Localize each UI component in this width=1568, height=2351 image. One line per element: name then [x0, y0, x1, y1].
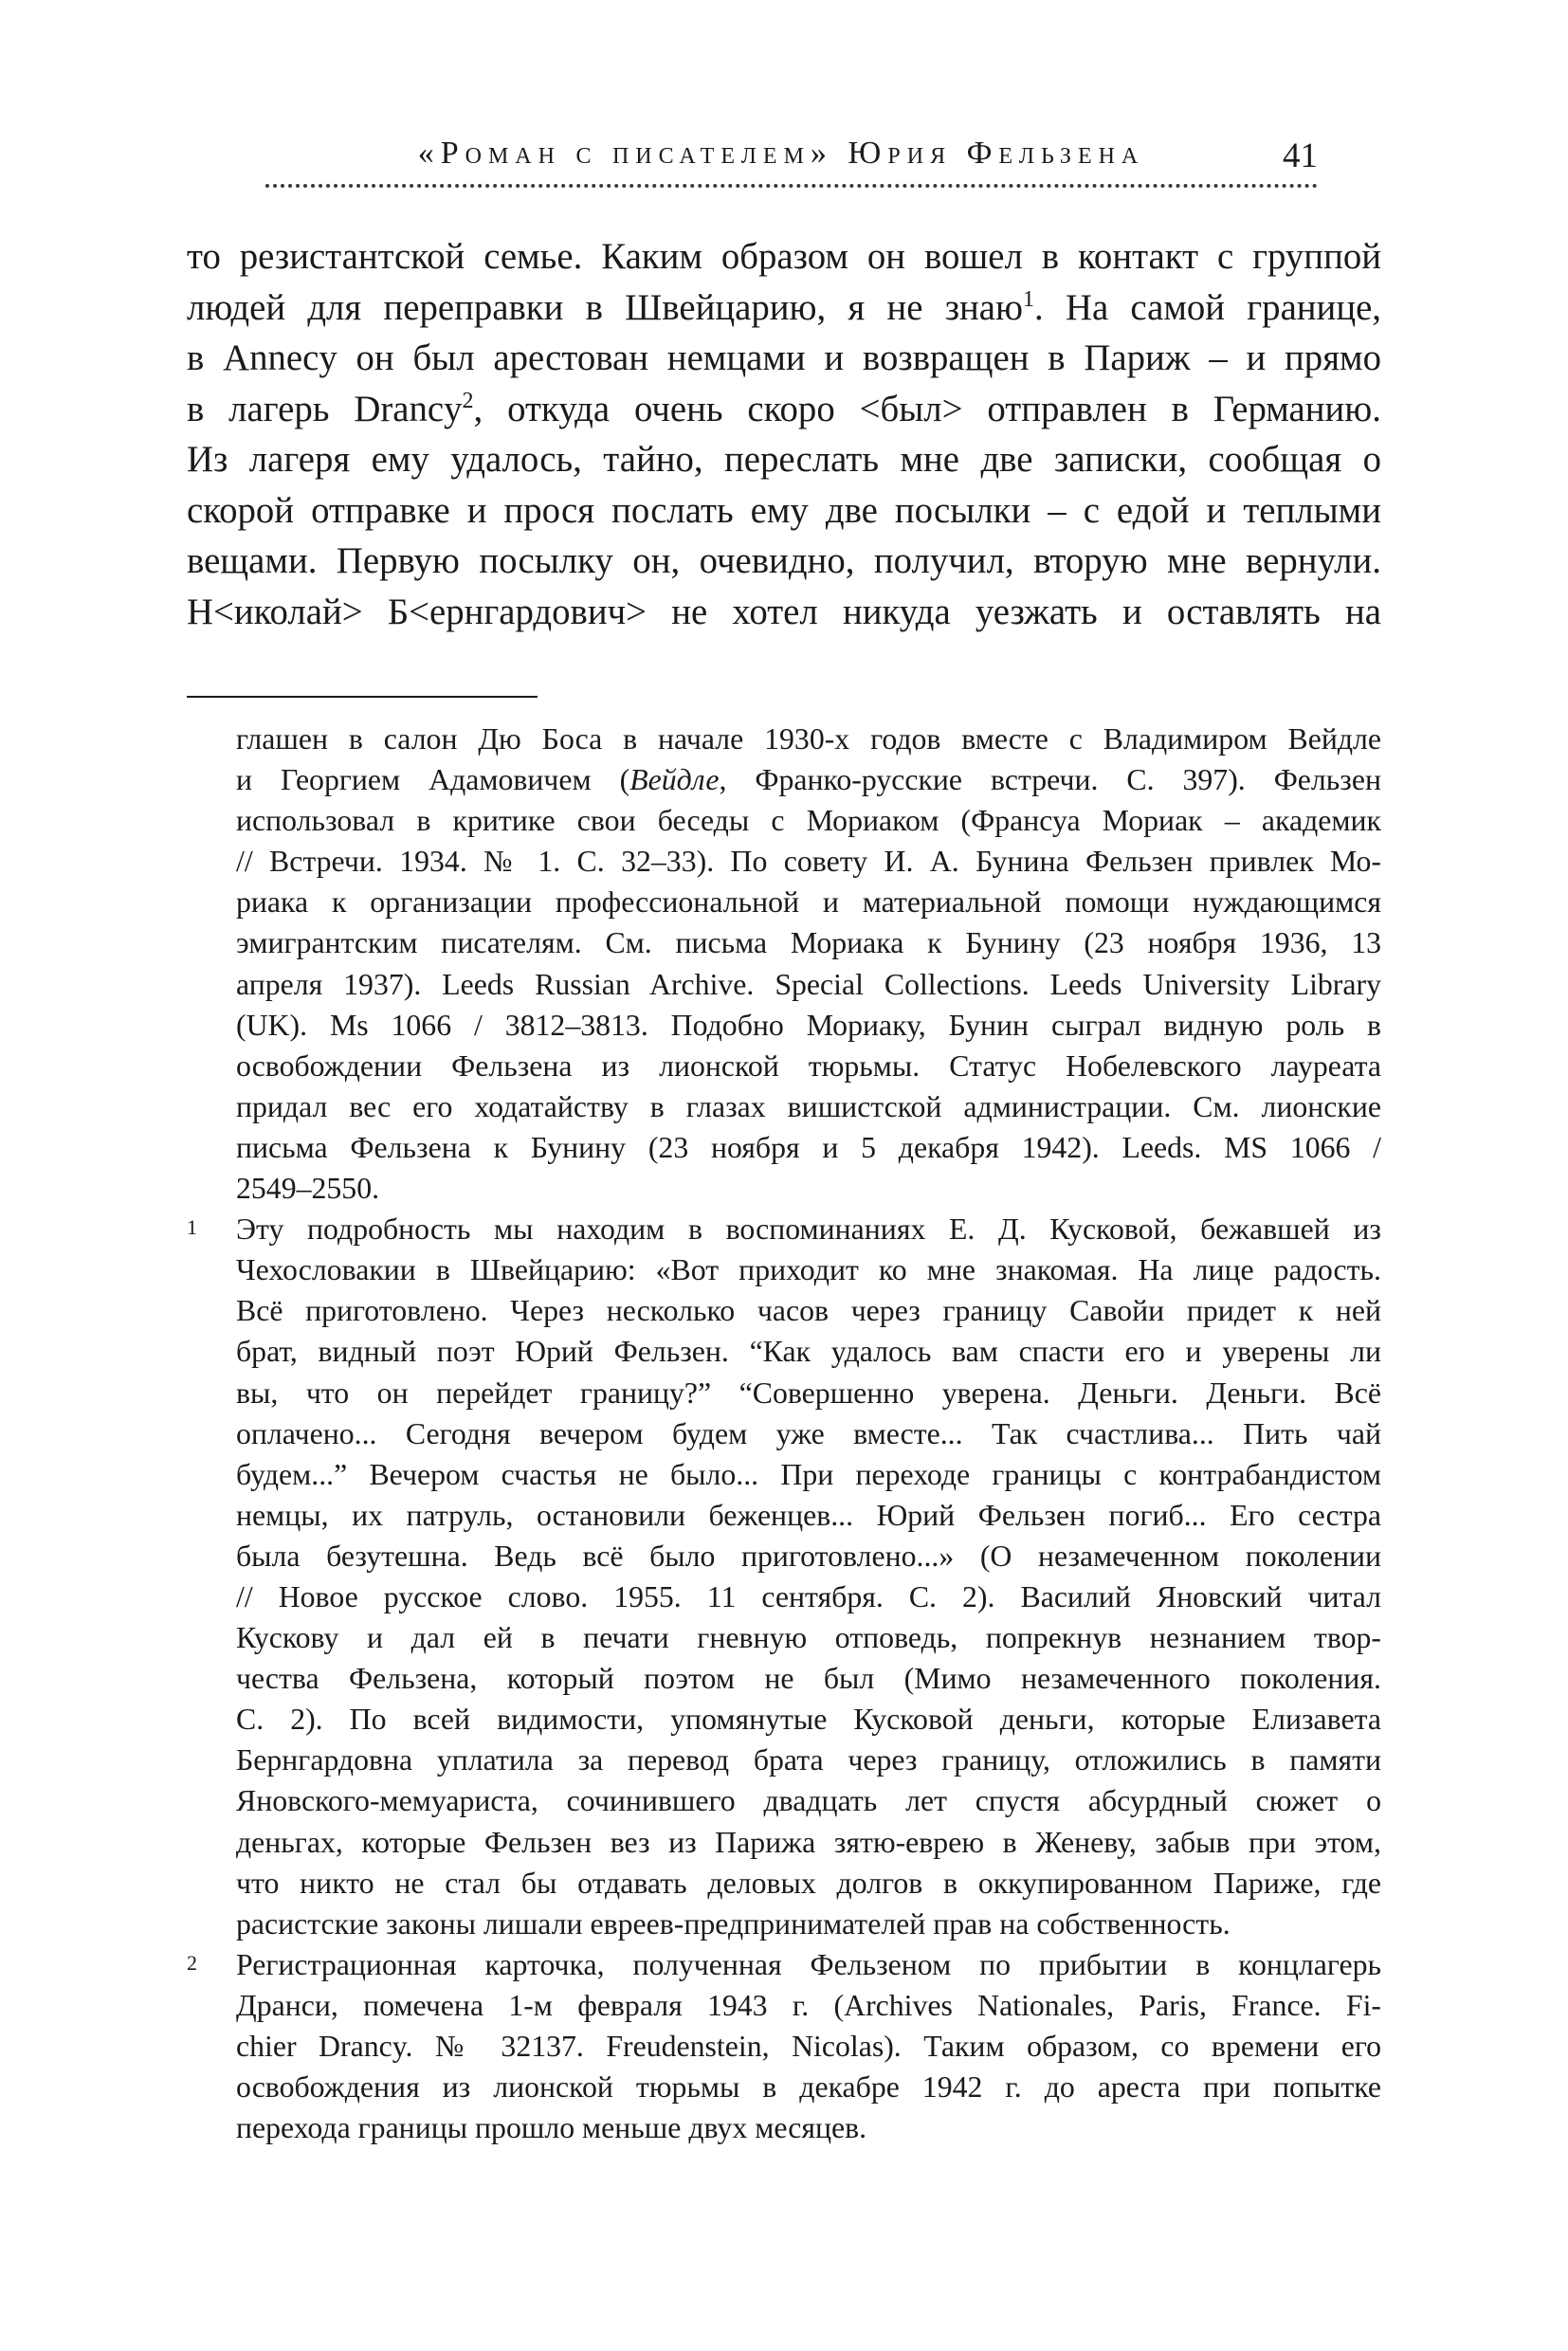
footnote-2 — [187, 1944, 1381, 2148]
footnote-line: глашен в салон Дю Боса в начале 1930-х годов вместе с Владимиром Вейдле — [236, 722, 1381, 756]
footnote-line: Кускову и дал ей в печати гневную отповедь, попрекнув незнанием твор- — [236, 1621, 1381, 1655]
footnote-marker: 2 — [187, 1950, 197, 1975]
main-text-line: Н<иколай> Б<ернгардович> не хотел никуда уезжать и оставлять на — [187, 591, 1381, 632]
footnote-line: Всё приготовлено. Через несколько часов через границу Савойи придет к ней — [236, 1294, 1381, 1328]
footnote-separator — [187, 696, 538, 698]
main-text-line: вещами. Первую посылку он, очевидно, получил, вторую мне вернули. — [187, 540, 1381, 581]
footnote-line: что никто не стал бы отдавать деловых долгов в оккупированном Париже, где — [236, 1866, 1381, 1900]
running-title: «Роман с писателем» Юрия Фельзена — [417, 136, 1145, 171]
footnote-line: С. 2). По всей видимости, упомянутые Кусковой деньги, которые Елизавета — [236, 1703, 1381, 1737]
footnote-marker: 1 — [187, 1215, 197, 1240]
footnote-ref-2[interactable]: 2 — [462, 388, 474, 413]
footnote-line: риака к организации профессиональной и материальной помощи нуждающимся — [236, 885, 1381, 920]
footnote-line: брат, видный поэт Юрий Фельзен. “Как удалось вам спасти его и уверены ли — [236, 1335, 1381, 1369]
footnote-line: Чехословакии в Швейцарию: «Вот приходит ко мне знакомая. На лице радость. — [236, 1253, 1381, 1287]
footnote-line: деньгах, которые Фельзен вез из Парижа зятю-еврею в Женеву, забыв при этом, — [236, 1825, 1381, 1859]
italic-author: Вейдле — [629, 763, 720, 797]
header-dotted-rule — [265, 184, 1318, 188]
page-number: 41 — [1283, 137, 1318, 175]
footnote-1 — [187, 1209, 1381, 1944]
footnote-line: придал вес его ходатайству в глазах вишистской администрации. См. лионские — [236, 1089, 1381, 1123]
footnote-line: Эту подробность мы находим в воспоминаниях Е. Д. Кусковой, бежавшей из — [236, 1212, 1381, 1247]
main-text-line: Из лагеря ему удалось, тайно, переслать мне две записки, сообщая о — [187, 439, 1381, 480]
footnote-line: использовал в критике свои беседы с Мориаком (Франсуа Мориак – академик — [236, 804, 1381, 838]
footnote-line: и Георгием Адамовичем (Вейдле, Франко-русские встречи. С. 397). Фельзен — [236, 763, 1381, 797]
main-text-line: то резистантской семье. Каким образом он вошел в контакт с группой — [187, 236, 1381, 277]
main-text-line: в Annecy он был арестован немцами и возвращен в Париж – и прямо — [187, 337, 1381, 378]
main-text-line: людей для переправки в Швейцарию, я не знаю$^1$. На самой границе, — [187, 286, 1381, 328]
main-text-line: скорой отправке и прося послать ему две посылки – с едой и теплыми — [187, 489, 1381, 531]
footnote-line: немцы, их патруль, остановили беженцев... Юрий Фельзен погиб... Его сестра — [236, 1498, 1381, 1532]
footnote-line: оплачено... Сегодня вечером будем уже вместе... Так счастлива... Пить чай — [236, 1416, 1381, 1450]
footnote-line: была безутешна. Ведь всё было приготовлено...» (О незамеченном поколении — [236, 1539, 1381, 1573]
footnote-line: апреля 1937). Leeds Russian Archive. Special Collections. Leeds University Library — [236, 967, 1381, 1001]
footnote-continued — [187, 719, 1381, 1209]
footnote-line: письма Фельзена к Бунину (23 ноября и 5 декабря 1942). Leeds. MS 1066 / — [236, 1130, 1381, 1164]
footnote-line: будем...” Вечером счастья не было... При переходе границы с контрабандистом — [236, 1457, 1381, 1491]
footnote-line: Яновского-мемуариста, сочинившего двадцать лет спустя абсурдный сюжет о — [236, 1784, 1381, 1818]
footnote-line: chier Drancy. № 32137. Freudenstein, Nicolas). Таким образом, со времени его — [236, 2030, 1381, 2063]
footnote-line: Дранси, помечена 1-м февраля 1943 г. (Archives Nationales, Paris, France. Fi- — [236, 1988, 1381, 2022]
footnote-line: освобождения из лионской тюрьмы в декабре 1942 г. до ареста при попытке — [236, 2070, 1381, 2105]
footnote-line: перехода границы прошло меньше двух месяцев. — [236, 2111, 867, 2145]
footnote-line: вы, что он перейдет границу?” “Совершенно уверена. Деньги. Деньги. Всё — [236, 1376, 1381, 1410]
footnotes — [187, 719, 1381, 2148]
footnote-line: 2549–2550. — [236, 1172, 380, 1206]
main-text — [187, 231, 1381, 637]
footnote-line: Регистрационная карточка, полученная Фельзеном по прибытии в концлагерь — [236, 1947, 1381, 1981]
footnote-line: расистские законы лишали евреев-предпринимателей прав на собственность. — [236, 1906, 1231, 1941]
footnote-line: Бернгардовна уплатила за перевод брата через границу, отложились в памяти — [236, 1743, 1381, 1777]
main-text-line: в лагерь Drancy$^2$, откуда очень скоро <был> отправлен в Германию. — [187, 388, 1381, 429]
footnote-ref-1[interactable]: 1 — [1023, 286, 1035, 312]
footnote-line: // Новое русское слово. 1955. 11 сентября. С. 2). Василий Яновский читал — [236, 1579, 1381, 1613]
footnote-line: эмигрантским писателям. См. письма Мориака к Бунину (23 ноября 1936, 13 — [236, 926, 1381, 960]
footnote-line: // Встречи. 1934. № 1. С. 32–33). По совету И. А. Бунина Фельзен привлек Мо- — [236, 845, 1381, 879]
footnote-line: освобождении Фельзена из лионской тюрьмы. Статус Нобелевского лауреата — [236, 1048, 1381, 1083]
footnote-line: (UK). Ms 1066 / 3812–3813. Подобно Мориаку, Бунин сыграл видную роль в — [236, 1008, 1381, 1042]
footnote-line: чества Фельзена, который поэтом не был (Мимо незамеченного поколения. — [236, 1662, 1381, 1696]
